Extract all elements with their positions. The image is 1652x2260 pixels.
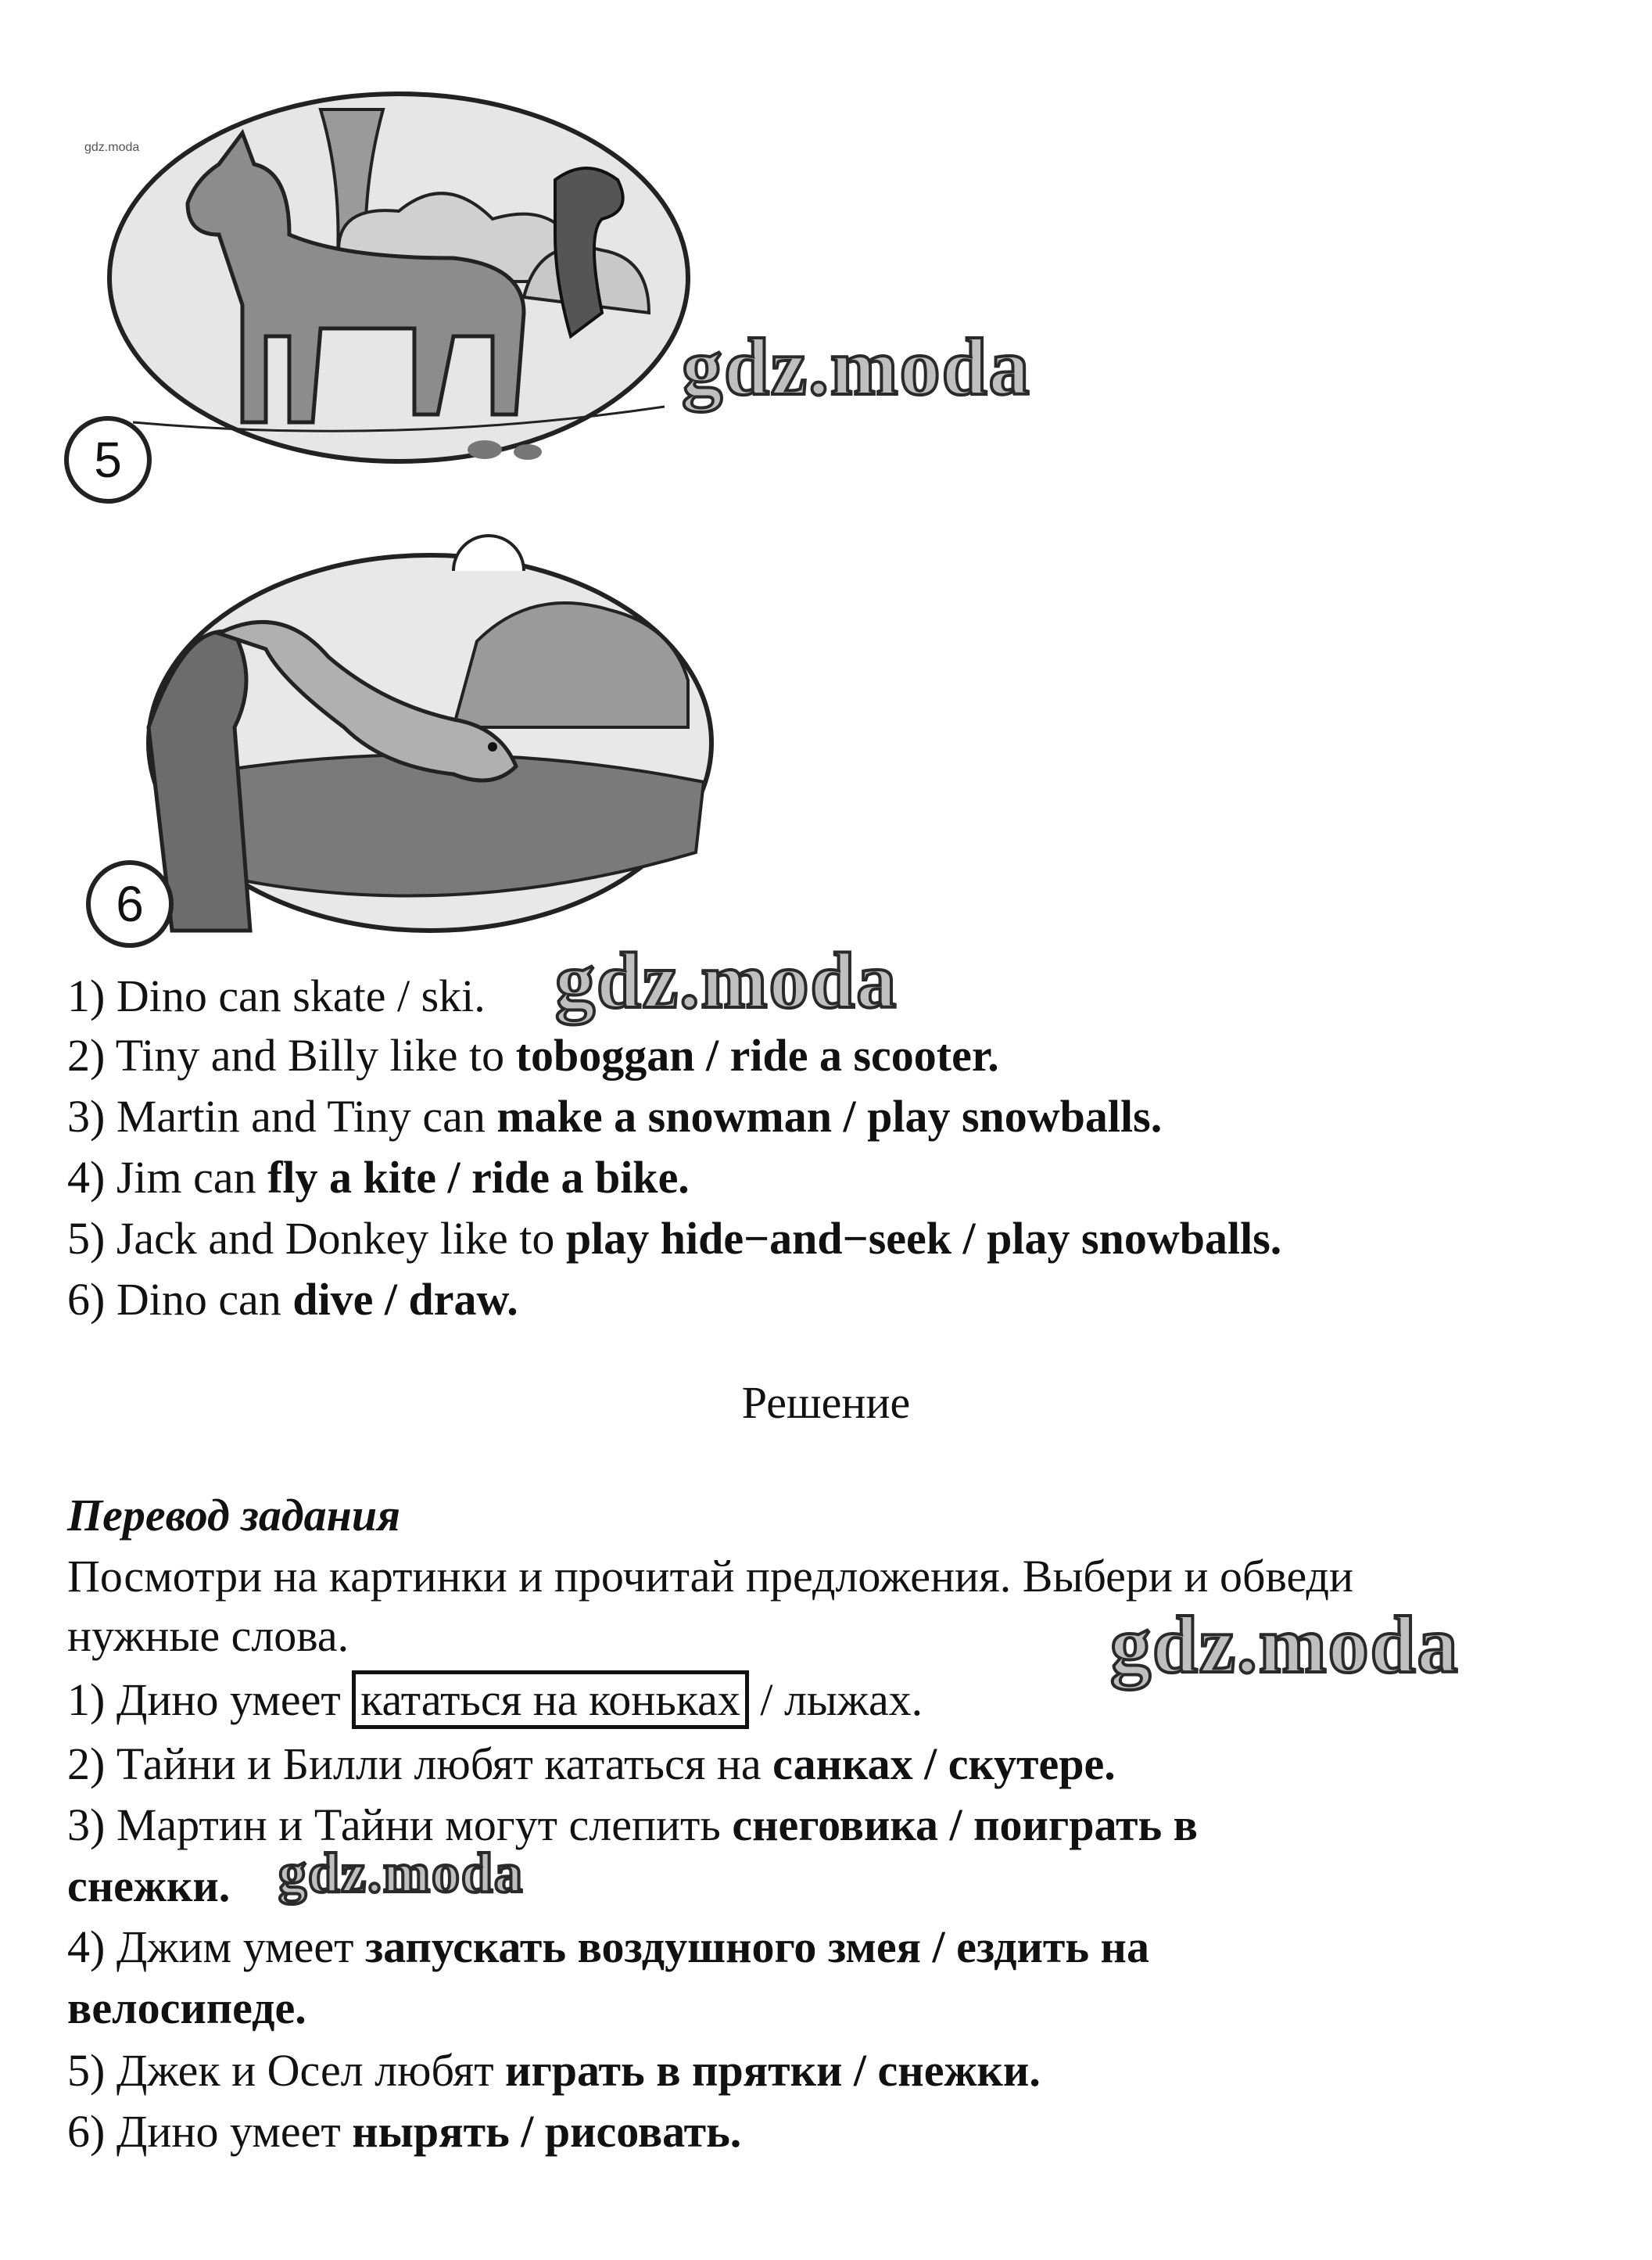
dino-diving-picture	[125, 524, 719, 946]
exercise-sentence-5	[67, 1209, 1281, 1268]
instruction-line-1: Посмотри на картинки и прочитай предложения. Выбери и обведи	[67, 1551, 1354, 1602]
sentence-text: 2) Tiny and Billy like to	[67, 1030, 516, 1081]
exercise-sentence-4	[67, 1148, 690, 1207]
watermark-4: gdz.moda	[278, 1842, 525, 1904]
picture-number-5: 5	[64, 416, 152, 504]
sentence-text: 2) Тайни и Билли любят кататься на	[67, 1738, 773, 1789]
exercise-sentence-6	[67, 1270, 518, 1329]
sentence-options: снеговика / поиграть в	[732, 1799, 1198, 1850]
sentence-text: 5) Джек и Осел любят	[67, 2045, 506, 2096]
sentence-text: 6) Дино умеет	[67, 2106, 353, 2157]
solution-sentence-2	[67, 1734, 1116, 1794]
watermark-1: gdz.moda	[682, 322, 1031, 412]
exercise-sentence-3	[67, 1087, 1162, 1146]
sentence-options: нырять / рисовать.	[352, 2106, 742, 2157]
sentence-text: 6) Dino can	[67, 1274, 293, 1325]
solution-title: Решение	[741, 1377, 911, 1428]
sentence-options: санках / скутере.	[772, 1738, 1116, 1789]
sentence-text: 3) Martin and Tiny can	[67, 1091, 497, 1142]
donkey-dog-illustration	[86, 78, 696, 485]
translation-heading-text: Перевод задания	[67, 1490, 400, 1541]
sentence-text: 4) Джим умеет	[67, 1921, 365, 1972]
watermark-3: gdz.moda	[1110, 1600, 1460, 1690]
sentence-text: 3) Мартин и Тайни могут слепить	[67, 1799, 733, 1850]
sentence-options: запускать воздушного змея / ездить на	[364, 1921, 1149, 1972]
solution-sentence-5	[67, 2041, 1041, 2100]
small-watermark: gdz.moda	[84, 141, 140, 154]
exercise-sentence-1	[67, 967, 486, 1026]
donkey-dog-picture	[86, 78, 696, 485]
solution-sentence-3	[67, 1795, 1198, 1855]
sentence-options: fly a kite / ride a bike.	[267, 1152, 690, 1203]
sentence-text: 5) Jack and Donkey like to	[67, 1213, 566, 1264]
solution-sentence-3-cont	[67, 1856, 230, 1916]
solution-sentence-4-cont	[67, 1978, 306, 2038]
sentence-text: 1) Dino can skate / ski.	[67, 970, 486, 1021]
sentence-options: играть в прятки / снежки.	[505, 2045, 1041, 2096]
sentence-text: / лыжах.	[748, 1674, 923, 1725]
solution-sentence-4	[67, 1917, 1149, 1977]
sentence-options: велосипеде.	[67, 1982, 306, 2033]
sentence-options: make a snowman / play snowballs.	[496, 1091, 1163, 1142]
sentence-options: play hide−and−seek / play snowballs.	[565, 1213, 1282, 1264]
dino-diving-illustration	[125, 524, 719, 946]
sentence-text: 1) Дино умеет	[67, 1674, 353, 1725]
solution-sentence-1	[67, 1670, 923, 1730]
instruction-line-2: нужные слова.	[67, 1610, 349, 1661]
translation-heading	[67, 1486, 400, 1545]
sentence-text: 4) Jim can	[67, 1152, 268, 1203]
exercise-sentence-2	[67, 1026, 999, 1085]
watermark-2: gdz.moda	[555, 937, 898, 1025]
picture-number-6: 6	[86, 860, 174, 948]
solution-sentence-6	[67, 2102, 741, 2161]
sentence-options: dive / draw.	[292, 1274, 518, 1325]
sentence-options: toboggan / ride a scooter.	[515, 1030, 999, 1081]
sentence-options: снежки.	[67, 1860, 231, 1911]
circled-answer: кататься на коньках	[352, 1670, 749, 1729]
